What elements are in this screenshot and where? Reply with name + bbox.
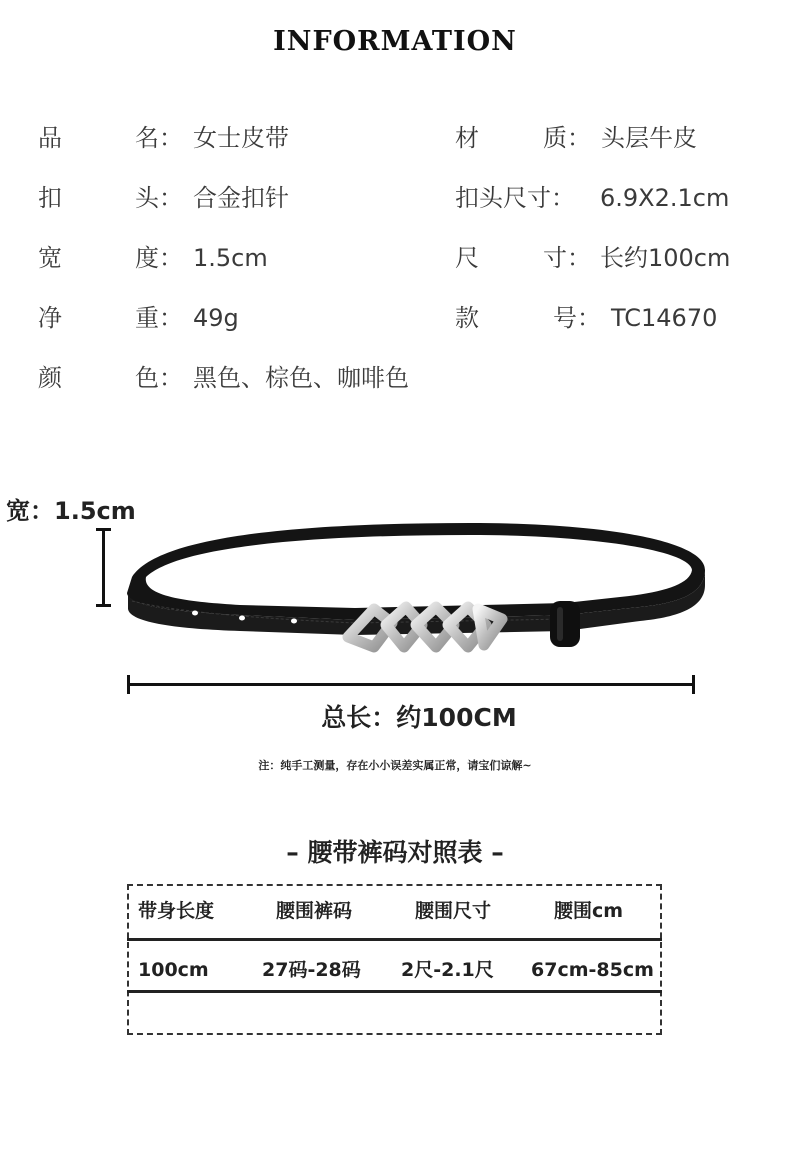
measurement-note: 注：纯手工测量，存在小小误差实属正常，请宝们谅解~ xyxy=(258,759,532,772)
width-label: 宽：1.5cm xyxy=(6,497,136,525)
spec-value: TC14670 xyxy=(611,304,718,332)
spec-label-b: 号： xyxy=(553,304,601,332)
spec-value: 女士皮带 xyxy=(193,124,289,152)
width-indicator-cap-bottom xyxy=(96,604,111,607)
spec-label-b: 度： xyxy=(135,244,183,272)
spec-value: 1.5cm xyxy=(193,244,268,272)
table-cell: 2尺-2.1尺 xyxy=(401,959,494,981)
belt-hole xyxy=(239,616,245,621)
spec-label-a: 材 xyxy=(455,124,479,152)
spec-value: 头层牛皮 xyxy=(601,124,697,152)
table-cell: 67cm-85cm xyxy=(531,959,654,981)
table-header-cell: 腰围裤码 xyxy=(276,900,353,922)
size-chart-table xyxy=(127,884,662,1035)
spec-label-a: 宽 xyxy=(38,244,62,272)
spec-label-a: 颜 xyxy=(38,364,62,392)
spec-value: 6.9X2.1cm xyxy=(600,184,730,212)
length-indicator-cap-left xyxy=(127,675,130,694)
width-indicator-cap-top xyxy=(96,528,111,531)
total-length-label: 总长：约100CM xyxy=(321,703,517,732)
spec-label-a: 尺 xyxy=(455,244,479,272)
table-header-cell: 带身长度 xyxy=(138,900,215,922)
spec-label: 扣头尺寸： xyxy=(455,184,575,212)
spec-label-b: 质： xyxy=(543,124,591,152)
belt-hole xyxy=(291,619,297,624)
spec-value: 49g xyxy=(193,304,239,332)
length-indicator-line xyxy=(128,683,695,686)
table-header-cell: 腰围cm xyxy=(554,900,624,922)
spec-value: 长约100cm xyxy=(600,244,731,272)
spec-label-b: 重： xyxy=(135,304,183,332)
spec-label-a: 净 xyxy=(38,304,62,332)
table-cell: 100cm xyxy=(138,959,209,981)
length-indicator-cap-right xyxy=(692,675,695,694)
spec-label-a: 款 xyxy=(455,304,479,332)
spec-label-b: 寸： xyxy=(543,244,591,272)
width-indicator-line xyxy=(102,530,105,607)
table-divider xyxy=(127,938,662,941)
table-cell: 27码-28码 xyxy=(262,959,361,981)
table-header-cell: 腰围尺寸 xyxy=(415,900,492,922)
spec-label-b: 头： xyxy=(135,184,183,212)
table-divider xyxy=(127,990,662,993)
spec-value: 合金扣针 xyxy=(193,184,289,212)
spec-label-b: 色： xyxy=(135,364,183,392)
page-title: INFORMATION xyxy=(273,26,517,57)
belt-hole xyxy=(192,611,198,616)
spec-value: 黑色、棕色、咖啡色 xyxy=(193,364,409,392)
belt-image xyxy=(120,515,720,665)
spec-label-a: 品 xyxy=(38,124,62,152)
spec-label-a: 扣 xyxy=(38,184,62,212)
spec-label-b: 名： xyxy=(135,124,183,152)
belt-loop xyxy=(550,601,580,647)
size-chart-title: – 腰带裤码对照表 – xyxy=(286,838,504,867)
